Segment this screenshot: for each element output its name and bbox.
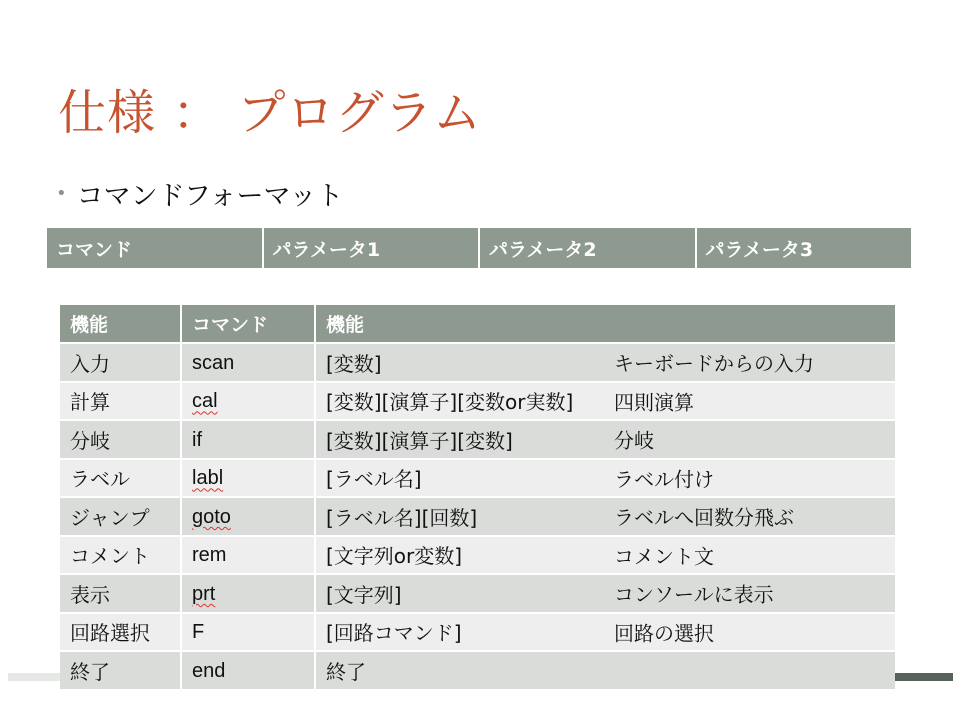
command-cell xyxy=(181,536,315,575)
description-cell xyxy=(315,459,895,498)
table-header-row xyxy=(60,305,895,343)
command-text: F xyxy=(192,621,205,644)
function-name-cell: 計算 xyxy=(60,382,181,421)
command-cell xyxy=(181,343,315,382)
function-name-cell: 表示 xyxy=(60,574,181,613)
slide-title: 仕様 ： プログラム xyxy=(58,85,483,141)
header-command: コマンド xyxy=(181,305,315,343)
description-text: コンソールに表示 xyxy=(614,582,774,607)
function-name-cell: 回路選択 xyxy=(60,613,181,652)
description-text: 回路の選択 xyxy=(614,621,714,646)
description-cell xyxy=(315,651,895,690)
function-name-cell: 分岐 xyxy=(60,420,181,459)
description-text: キーボードからの入力 xyxy=(614,351,814,376)
parameter-text: [回路コマンド] xyxy=(326,621,462,646)
description-cell xyxy=(315,574,895,613)
table-row xyxy=(60,651,895,690)
command-format-table xyxy=(47,228,911,268)
parameter-text: [変数][演算子][変数or実数] xyxy=(326,390,574,415)
footer-rule-left xyxy=(8,673,64,681)
command-text: if xyxy=(192,428,202,451)
command-cell xyxy=(181,382,315,421)
command-table xyxy=(60,305,895,691)
parameter-text: [ラベル名][回数] xyxy=(326,505,478,530)
table-row xyxy=(60,459,895,498)
command-text: prt xyxy=(192,582,216,605)
description-text: ラベルへ回数分飛ぶ xyxy=(614,505,794,530)
description-text: 四則演算 xyxy=(614,390,694,415)
description-cell xyxy=(315,497,895,536)
table-row xyxy=(60,536,895,575)
command-cell xyxy=(181,574,315,613)
function-name-cell: ラベル xyxy=(60,459,181,498)
parameter-text: [文字列] xyxy=(326,582,402,607)
header-function: 機能 xyxy=(60,305,181,343)
parameter-text: [変数] xyxy=(326,351,382,376)
header-description: 機能 xyxy=(315,305,895,343)
command-text: rem xyxy=(192,544,227,567)
command-text: cal xyxy=(192,390,218,413)
format-header-param2: パラメータ2 xyxy=(480,228,697,268)
command-cell xyxy=(181,497,315,536)
format-header-param3: パラメータ3 xyxy=(697,228,912,268)
table-row xyxy=(60,420,895,459)
command-text: goto xyxy=(192,505,231,528)
table-row xyxy=(60,497,895,536)
table-row xyxy=(60,343,895,382)
description-text: コメント文 xyxy=(614,544,714,569)
description-cell xyxy=(315,613,895,652)
command-text: scan xyxy=(192,351,235,374)
function-name-cell: ジャンプ xyxy=(60,497,181,536)
command-text: end xyxy=(192,659,226,682)
table-row xyxy=(60,574,895,613)
function-name-cell: コメント xyxy=(60,536,181,575)
description-cell xyxy=(315,536,895,575)
bullet-item xyxy=(56,174,343,213)
parameter-text: [ラベル名] xyxy=(326,467,422,492)
description-text: 分岐 xyxy=(614,428,654,453)
format-header-command: コマンド xyxy=(47,228,264,268)
command-cell xyxy=(181,420,315,459)
format-header-param1: パラメータ1 xyxy=(264,228,481,268)
description-cell xyxy=(315,420,895,459)
command-cell xyxy=(181,651,315,690)
parameter-text: [変数][演算子][変数] xyxy=(326,428,513,453)
table-body xyxy=(60,343,895,690)
parameter-text: [文字列or変数] xyxy=(326,544,463,569)
function-name-cell: 入力 xyxy=(60,343,181,382)
description-cell xyxy=(315,382,895,421)
table-row xyxy=(60,382,895,421)
command-cell xyxy=(181,459,315,498)
description-text: ラベル付け xyxy=(614,467,714,492)
description-cell xyxy=(315,343,895,382)
command-cell xyxy=(181,613,315,652)
footer-rule-right xyxy=(893,673,953,681)
table-row xyxy=(60,613,895,652)
bullet-text: コマンドフォーマット xyxy=(76,181,344,212)
command-text: labl xyxy=(192,467,224,490)
function-name-cell: 終了 xyxy=(60,651,181,690)
parameter-text: 終了 xyxy=(326,659,366,684)
bullet-dot-icon: • xyxy=(56,183,67,204)
